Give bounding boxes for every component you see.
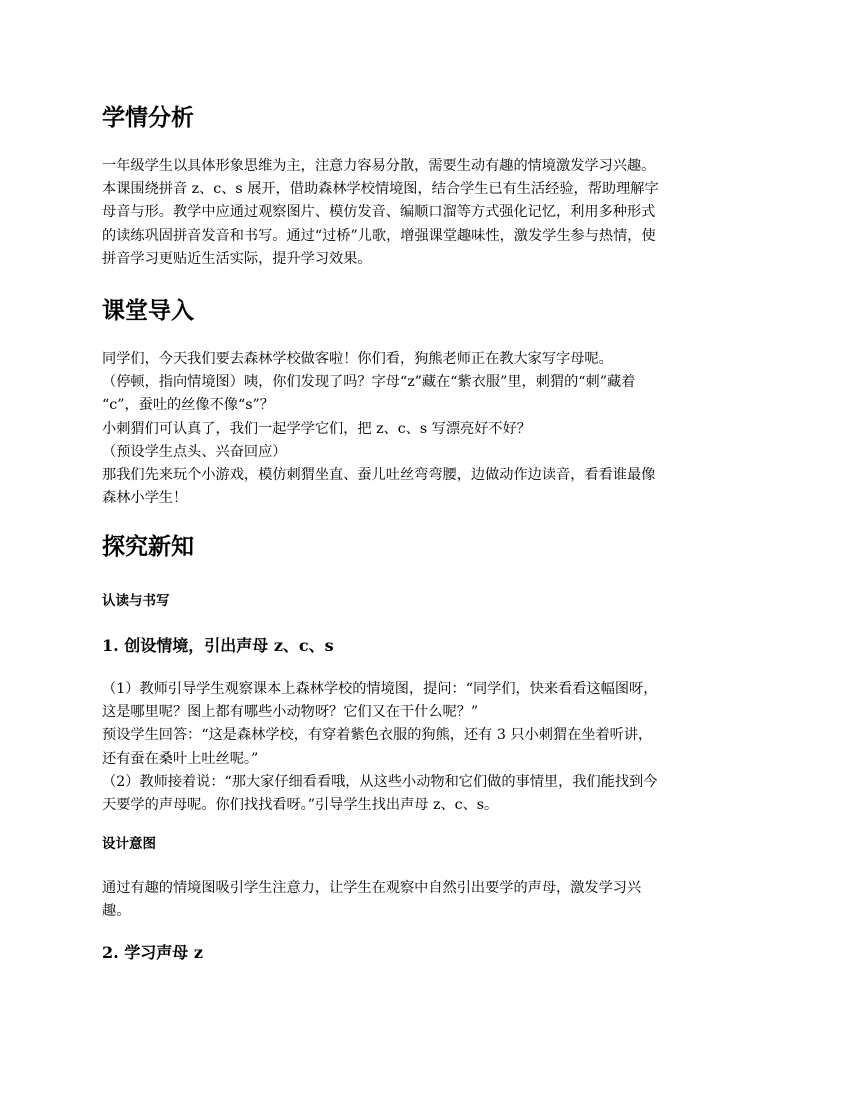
paragraph-line: 预设学生回答：“这是森林学校，有穿着紫色衣服的狗熊，还有 3 只小刺猬在坐着听讲，	[102, 727, 653, 744]
step-title-2: 2. 学习声母 z	[102, 943, 203, 962]
paragraph-line: 一年级学生以具体形象思维为主，注意力容易分散，需要生动有趣的情境激发学习兴趣。	[102, 158, 656, 174]
paragraph-line: （1）教师引导学生观察课本上森林学校的情境图，提问：“同学们，快来看看这幅图呀，	[102, 681, 658, 697]
paragraph-design-intent	[102, 877, 762, 923]
paragraph-line: 森林小学生！	[102, 490, 188, 507]
paragraph-line: 母音与形。教学中应通过观察图片、模仿发音、编顺口溜等方式强化记忆，利用多种形式	[102, 204, 656, 221]
paragraph-line: 通过有趣的情境图吸引学生注意力，让学生在观察中自然引出要学的声母，激发学习兴	[102, 880, 642, 896]
subheading-reading-writing: 认读与书写	[102, 593, 170, 609]
paragraph-line: 拼音学习更贴近生活实际，提升学习效果。	[102, 250, 372, 267]
paragraph-line: 本课围绕拼音 z、c、s 展开，借助森林学校情境图，结合学生已有生活经验，帮助理解字	[102, 181, 659, 198]
paragraph-line: （预设学生点头、兴奋回应）	[102, 443, 287, 460]
paragraph-intro	[102, 348, 762, 510]
paragraph-line: “c”，蚕吐的丝像不像“s”？	[102, 397, 274, 414]
heading-analysis: 学情分析	[102, 105, 194, 131]
step-title-1: 1. 创设情境，引出声母 z、c、s	[102, 636, 334, 655]
paragraph-line: 天要学的声母呢。你们找找看呀。”引导学生找出声母 z、c、s。	[102, 797, 499, 814]
paragraph-line: 的读练巩固拼音发音和书写。通过“过桥”儿歌，增强课堂趣味性，激发学生参与热情，使	[102, 227, 656, 244]
paragraph-line: （2）教师接着说：“那大家仔细看看哦，从这些小动物和它们做的事情里，我们能找到今	[102, 773, 658, 790]
paragraph-line: 这是哪里呢？图上都有哪些小动物呀？它们又在干什么呢？”	[102, 704, 479, 721]
paragraph-line: 同学们，今天我们要去森林学校做客啦！你们看，狗熊老师正在教大家写字母呢。	[102, 351, 613, 367]
paragraph-step-1	[102, 678, 762, 817]
paragraph-line: （停顿，指向情境图）咦，你们发现了吗？字母“z”藏在“紫衣服”里，刺猬的“刺”藏着	[102, 374, 636, 391]
paragraph-line: 小刺猬们可认真了，我们一起学学它们，把 z、c、s 写漂亮好不好？	[102, 420, 531, 437]
heading-intro: 课堂导入	[102, 298, 194, 324]
paragraph-line: 还有蚕在桑叶上吐丝呢。”	[102, 750, 259, 767]
paragraph-analysis	[102, 155, 762, 271]
heading-explore: 探究新知	[102, 534, 194, 560]
paragraph-line: 那我们先来玩个小游戏，模仿刺猬坐直、蚕儿吐丝弯弯腰，边做动作边读音，看看谁最像	[102, 467, 656, 484]
paragraph-line: 趣。	[102, 903, 131, 920]
design-intent-title: 设计意图	[102, 836, 156, 852]
